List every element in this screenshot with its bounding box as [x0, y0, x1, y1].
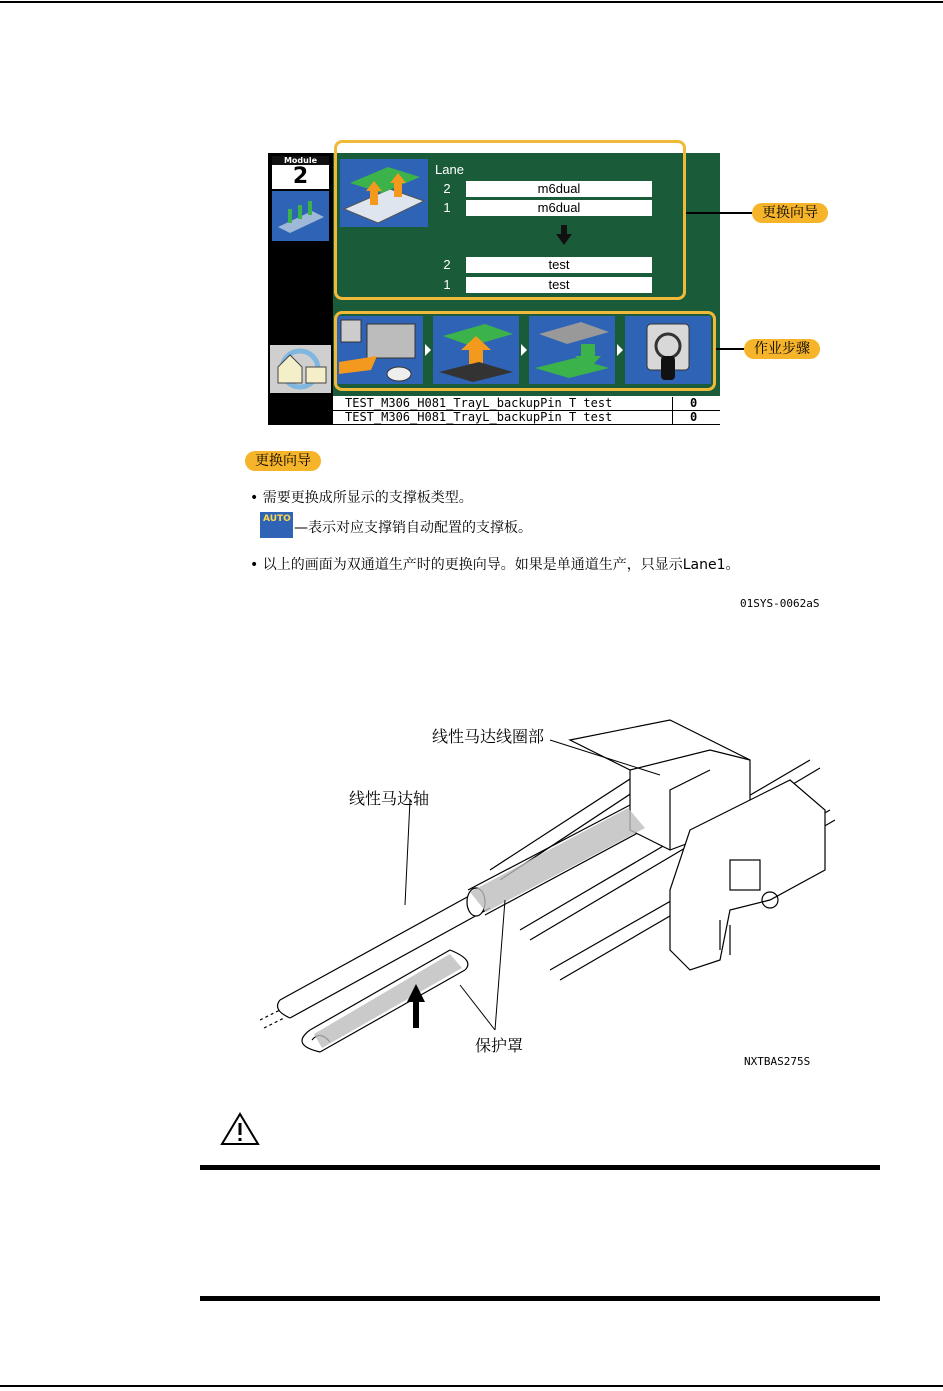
table-cell-name: TEST_M306_H081_TrayL_backupPin T test: [345, 410, 613, 424]
label-motor-coil: 线性马达线圈部: [432, 727, 545, 746]
lane-number: 2: [443, 257, 451, 272]
steps-highlight: [334, 311, 716, 391]
notes-tag: 更换向导: [245, 451, 321, 471]
next-plate-lane1: test: [466, 277, 652, 293]
next-plate-lane2: test: [466, 257, 652, 273]
lane-number: 1: [443, 200, 451, 215]
home-swap-icon[interactable]: [270, 345, 331, 393]
label-motor-shaft: 线性马达轴: [349, 789, 430, 808]
note-text-1: 需要更换成所显示的支撑板类型。: [262, 490, 473, 506]
note-bullet-1: • 需要更换成所显示的支撑板类型。: [250, 490, 473, 506]
warning-top-rule: [200, 1165, 880, 1170]
lane-number: 2: [443, 181, 451, 196]
table-cell-count: 0: [690, 396, 698, 410]
table-cell-count: 0: [690, 410, 698, 424]
top-rule: [0, 1, 943, 3]
table-cell-name: TEST_M306_H081_TrayL_backupPin T test: [345, 396, 613, 410]
note-bullet-2: • 以上的画面为双通道生产时的更换向导。如果是单通道生产，只显示Lane1。: [250, 557, 740, 573]
note-text-2: 以上的画面为双通道生产时的更换向导。如果是单通道生产，只显示Lane1。: [262, 557, 740, 573]
module-label: Module: [272, 156, 329, 165]
note-auto-text: 表示对应支撑销自动配置的支撑板。: [308, 520, 532, 536]
callout-leader: [686, 212, 752, 214]
lane-number: 1: [443, 277, 451, 292]
callout-leader: [716, 348, 744, 350]
support-plate-icon[interactable]: [272, 191, 329, 241]
current-plate-lane2: m6dual: [466, 181, 652, 197]
bottom-rule: [0, 1385, 943, 1387]
table-row: [333, 397, 720, 411]
module-number: 2: [272, 165, 329, 189]
screen-sidebar: [268, 153, 333, 425]
warning-bottom-rule: [200, 1296, 880, 1301]
current-plate-lane1: m6dual: [466, 200, 652, 216]
auto-badge-icon: [260, 512, 293, 538]
auto-badge-label: AUTO: [263, 514, 291, 524]
figure-code-2: NXTBAS275S: [744, 1055, 811, 1068]
warning-icon: [220, 1112, 260, 1146]
figure-code-1: 01SYS-0062aS: [740, 597, 820, 610]
callout-steps: 作业步骤: [744, 339, 820, 359]
guide-highlight: [334, 140, 686, 300]
pin-table: [333, 396, 720, 425]
lane-header: Lane: [435, 162, 464, 177]
note-auto: —表示对应支撑销自动配置的支撑板。: [294, 520, 532, 536]
table-row: [333, 411, 720, 425]
callout-guide: 更换向导: [752, 203, 828, 223]
label-protective-cover: 保护罩: [475, 1036, 524, 1055]
linear-motor-diagram: [250, 700, 840, 1070]
